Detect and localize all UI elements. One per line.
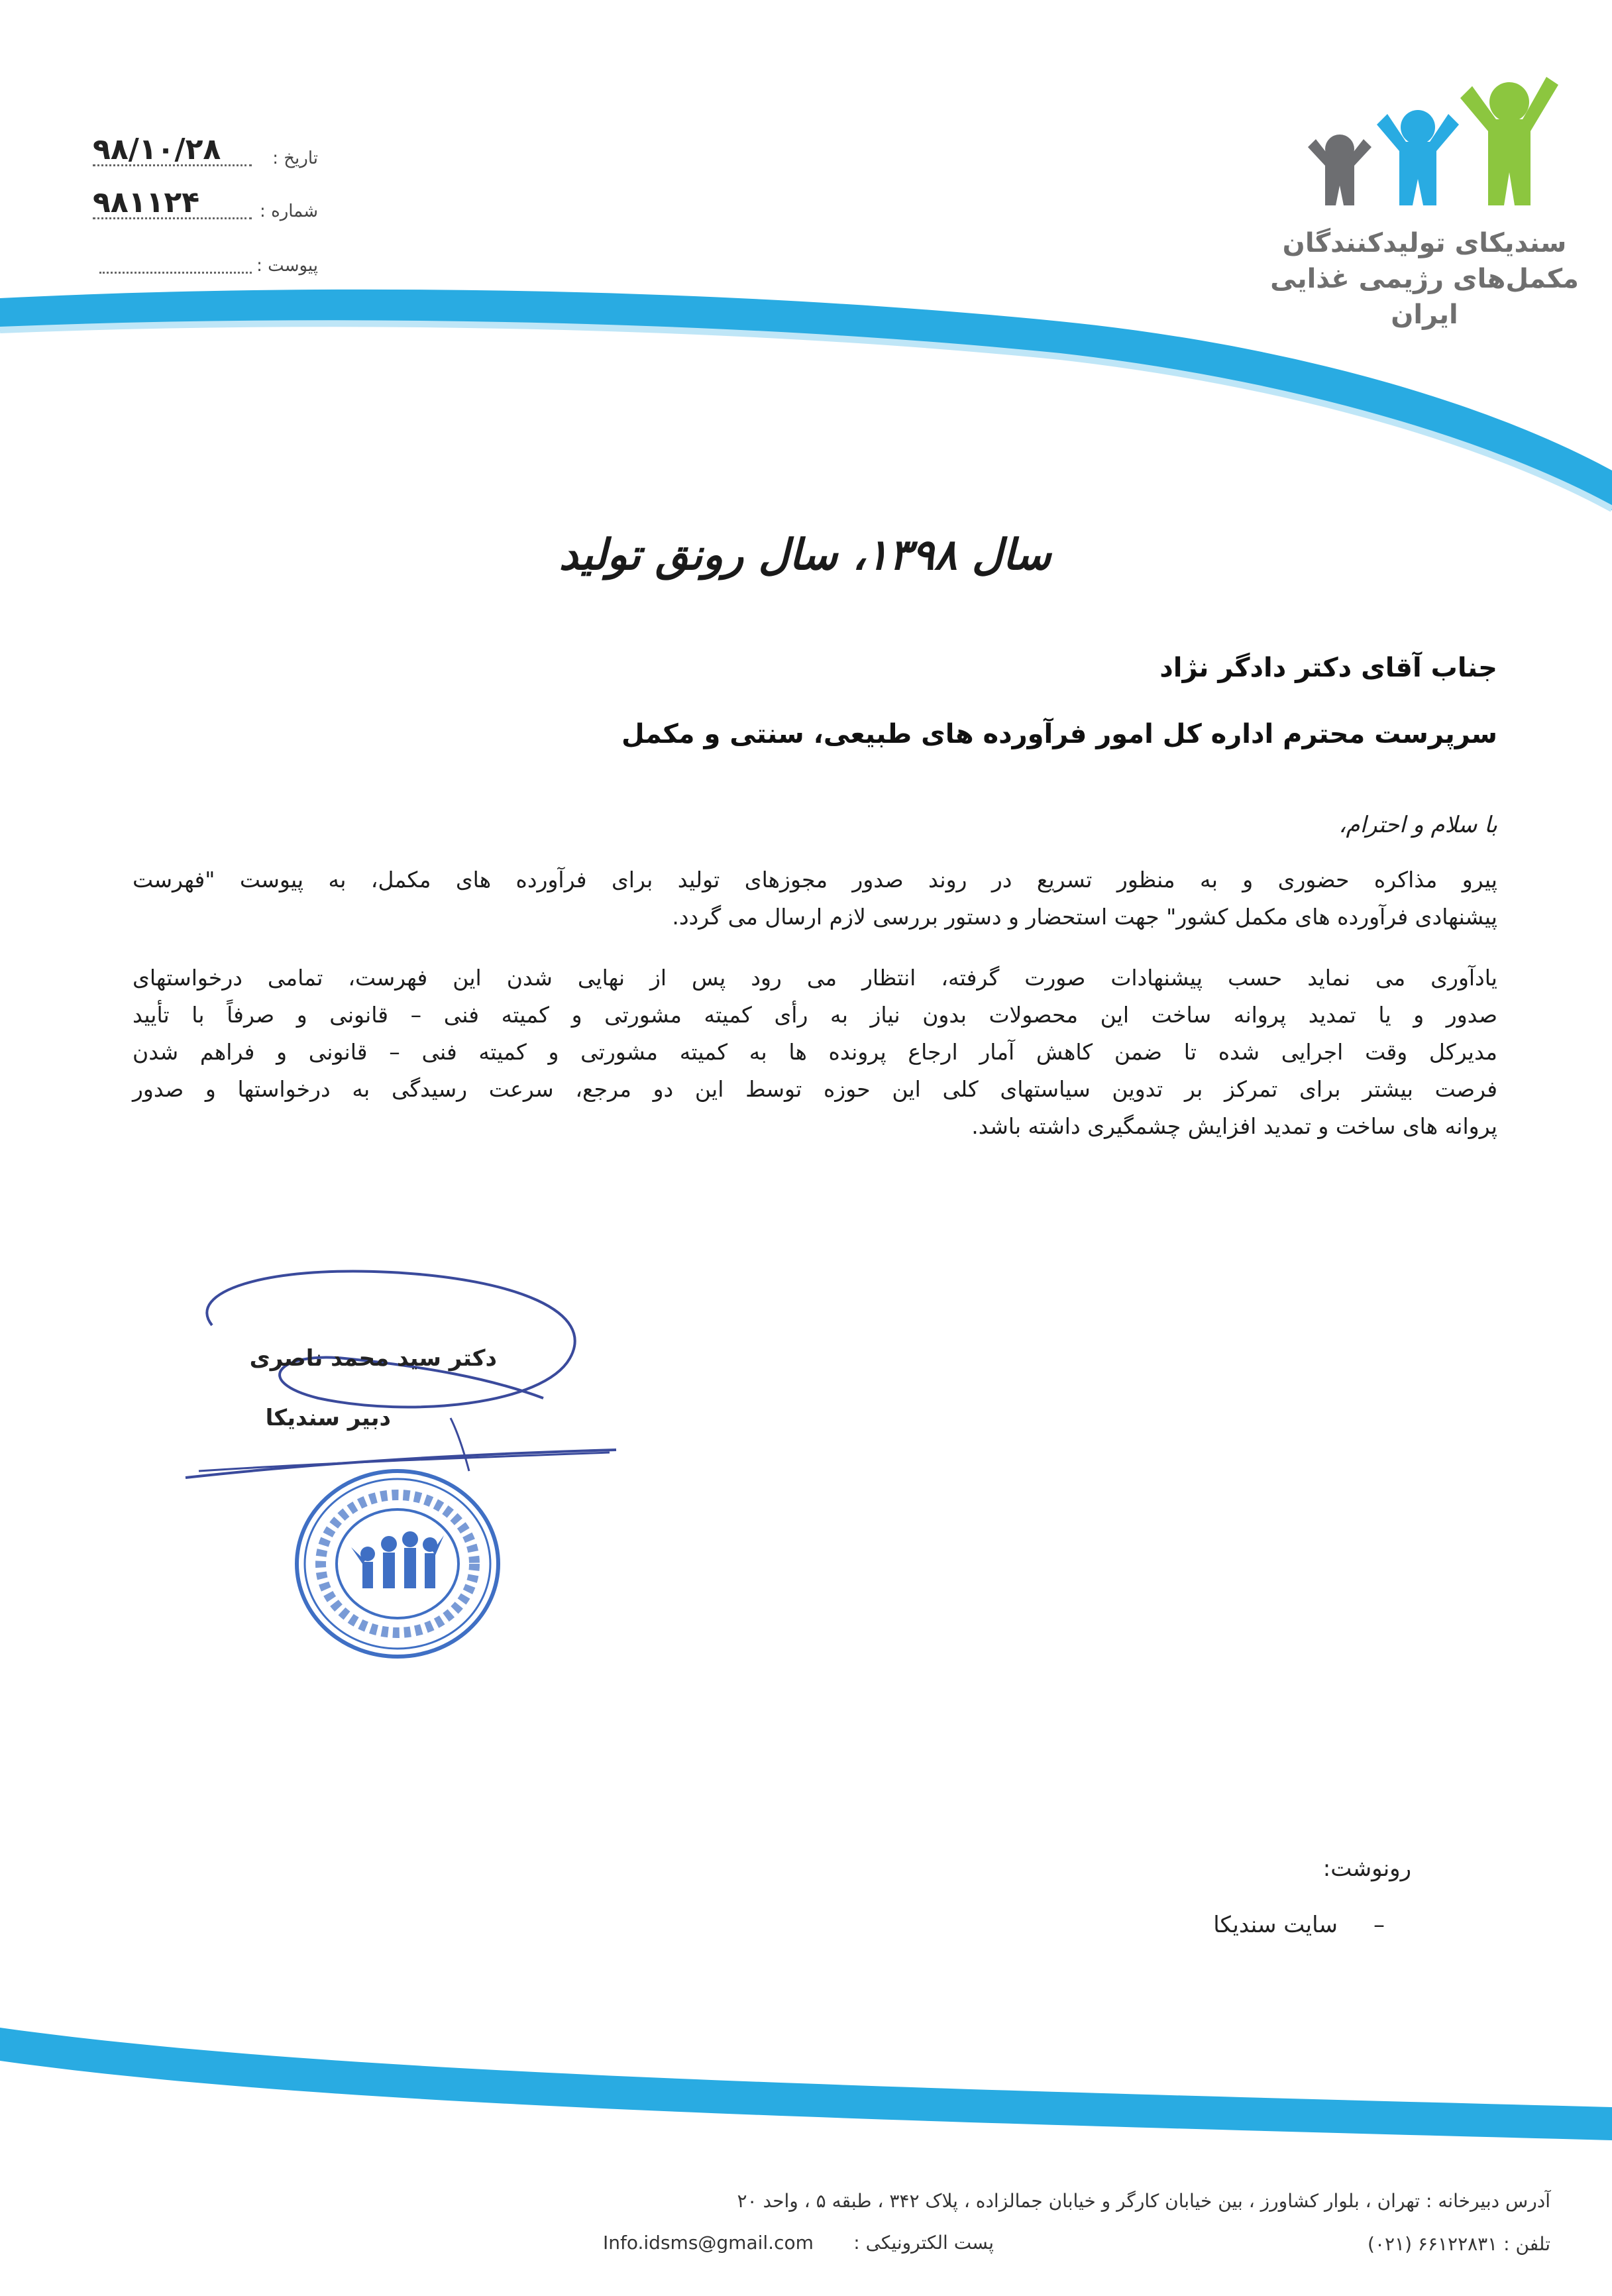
paragraph-1 bbox=[133, 861, 1497, 936]
footer-address: آدرس دبیرخانه : تهران ، بلوار کشاورز ، بین خیابان کارگر و خیابان جمالزاده ، پلاک ۳۴۲ ، طبقه ۵ ، واحد ۲۰ bbox=[737, 2190, 1550, 2212]
footer-band bbox=[0, 2014, 1612, 2167]
paragraph-1-line: پیشنهادی فرآورده های مکمل کشور" جهت استحضار و دستور بررسی لازم ارسال می گردد. bbox=[672, 904, 1497, 930]
number-label: شماره : bbox=[260, 201, 318, 221]
date-field bbox=[93, 133, 318, 172]
org-name-line1: سندیکای تولیدکنندگان bbox=[1282, 228, 1567, 258]
motto: سال ۱۳۹۸، سال رونق تولید bbox=[559, 530, 1051, 580]
cc-bullet: – bbox=[1337, 1912, 1385, 1938]
paragraph-2-line: پروانه های ساخت و تمدید افزایش چشمگیری داشته باشد. bbox=[971, 1113, 1497, 1139]
paragraph-2-line: فرصت بیشتر برای تمرکز بر تدوین سیاستهای کلی این حوزه توسط این دو مرجع، سرعت رسیدگی به درخواستها و صدور bbox=[133, 1076, 1497, 1102]
date-label: تاریخ : bbox=[272, 148, 318, 168]
syndicate-stamp bbox=[285, 1461, 510, 1667]
footer-email-label: پست الکترونیکی : bbox=[853, 2232, 994, 2254]
greeting: با سلام و احترام، bbox=[1338, 812, 1497, 838]
number-value: ۹۸۱۱۲۴ bbox=[93, 186, 200, 219]
org-name-line3: ایران bbox=[1391, 300, 1458, 330]
paragraph-1-line: پیرو مذاکره حضوری و به منظور تسریع در روند صدور مجوزهای تولید برای فرآورده های مکمل، به پیوست "فهرست bbox=[133, 867, 1497, 893]
paragraph-2-line: مدیرکل وقت اجرایی شده تا ضمن کاهش آمار ارجاع پرونده ها به کمیته مشورتی و کمیته فنی – قانونی و فراهم شدن bbox=[133, 1039, 1497, 1065]
cc-label: رونوشت: bbox=[1322, 1855, 1411, 1882]
cc-item-label: سایت سندیکا bbox=[1213, 1912, 1338, 1938]
org-name-line2: مکمل‌های رژیمی غذایی bbox=[1270, 264, 1579, 294]
footer-phone: تلفن : ۶۶۱۲۲۸۳۱ (۰۲۱) bbox=[1368, 2233, 1550, 2255]
paragraph-2-line: یادآوری می نماید حسب پیشنهادات صورت گرفته، انتظار می رود پس از نهایی شدن این فهرست، تمامی درخواستهای bbox=[133, 965, 1497, 991]
paragraph-2-line: صدور و یا تمدید پروانه ساخت این محصولات بدون نیاز به رأی کمیته مشورتی و کمیته فنی – قانونی و صرفاً با تأیید bbox=[133, 1002, 1497, 1028]
addressee-title: سرپرست محترم اداره کل امور فرآورده های طبیعی، سنتی و مکمل bbox=[621, 719, 1497, 749]
syndicate-logo bbox=[1299, 73, 1577, 219]
paragraph-2 bbox=[133, 959, 1497, 1145]
attachment-label: پیوست : bbox=[256, 256, 318, 276]
date-value: ۹۸/۱۰/۲۸ bbox=[93, 133, 221, 166]
handwritten-signature bbox=[172, 1252, 636, 1491]
footer-email: Info.idsms@gmail.com bbox=[603, 2232, 814, 2254]
signatory-name: دکتر سید محمد ناصری bbox=[249, 1345, 497, 1372]
addressee-name: جناب آقای دکتر دادگر نژاد bbox=[1159, 653, 1497, 683]
attachment-dots bbox=[99, 272, 252, 274]
cc-item bbox=[1126, 1912, 1385, 1938]
org-name bbox=[1259, 225, 1590, 333]
signatory-title: دبیر سندیکا bbox=[265, 1405, 391, 1431]
attachment-field bbox=[93, 240, 318, 280]
number-field bbox=[93, 186, 318, 225]
